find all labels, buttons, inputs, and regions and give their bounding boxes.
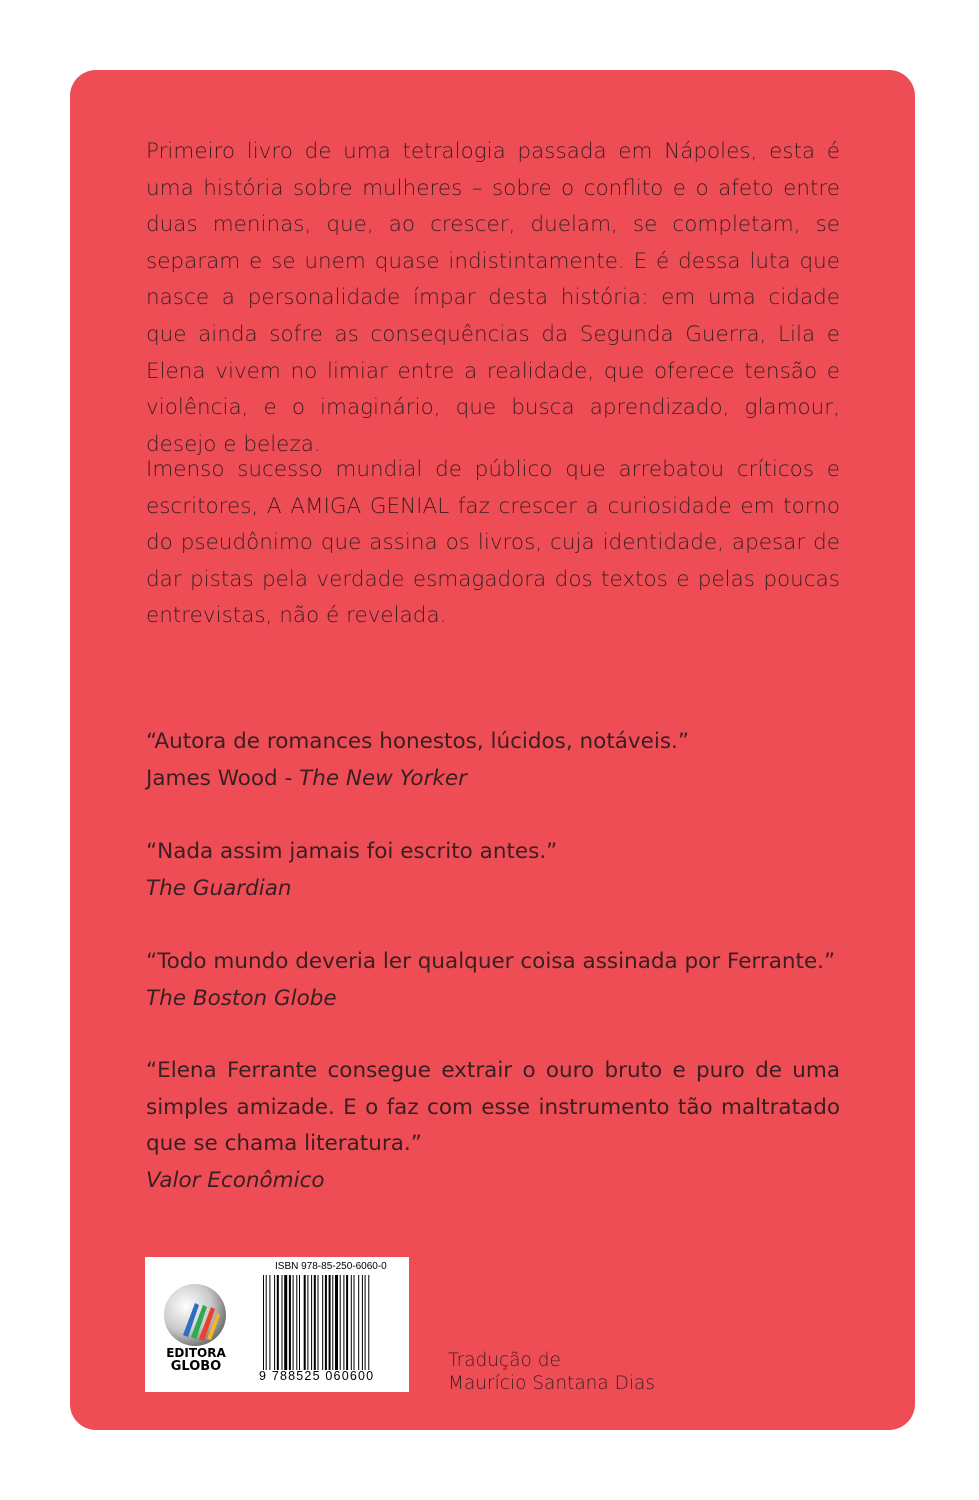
quote-source (146, 761, 846, 798)
logo-line2: GLOBO (170, 1359, 222, 1372)
barcode-number: 9 788525 060600 (259, 1369, 375, 1383)
quote-text: “Elena Ferrante consegue extrair o ouro bruto e puro de uma simples amizade. E o faz com esse instrumento tão maltratado que se chama literatura.” (146, 1058, 840, 1157)
translator-name: Maurício Santana Dias (448, 1373, 655, 1394)
quote-source (146, 981, 846, 1018)
barcode (263, 1275, 403, 1370)
editora-globo-logo (161, 1277, 231, 1372)
quote-author: James Wood - (146, 765, 300, 791)
logo-line1: EDITORA (166, 1346, 226, 1360)
review-quote (146, 724, 846, 797)
credit-line1: Tradução de (448, 1350, 561, 1371)
quote-source (146, 1163, 846, 1200)
review-quote (146, 944, 846, 1017)
quote-publication: Valor Econômico (146, 1167, 325, 1193)
review-quote (146, 1053, 846, 1199)
back-cover (70, 70, 915, 1430)
synopsis-paragraph-1: Primeiro livro de uma tetralogia passada em Nápoles, esta é uma história sobre mulheres – sobre o conflito e o afeto entre duas meninas, que, ao crescer, duelam, se completam, se separam e se unem quase indistintamente. E é dessa luta que nasce a personalidade ímpar desta história: em uma cidade que ainda sofre as consequências da Segunda Guerra, Lila e Elena vivem no limiar entre a realidade, que oferece tensão e violência, e o imaginário, que busca aprendizado, glamour, desejo e beleza. (146, 139, 840, 457)
quote-source (146, 871, 846, 908)
quote-publication: The Guardian (146, 875, 292, 901)
quote-text: “Nada assim jamais foi escrito antes.” (146, 839, 558, 864)
quote-publication: The New Yorker (299, 765, 467, 791)
quote-text: “Autora de romances honestos, lúcidos, notáveis.” (146, 729, 690, 754)
isbn-label: ISBN 978-85-250-6060-0 (275, 1261, 387, 1272)
translation-credit (448, 1349, 655, 1395)
barcode-panel (145, 1257, 409, 1392)
quote-text: “Todo mundo deveria ler qualquer coisa assinada por Ferrante.” (146, 949, 836, 974)
review-quote (146, 834, 846, 907)
quote-publication: The Boston Globe (146, 985, 337, 1011)
synopsis-paragraph-2: Imenso sucesso mundial de público que arrebatou críticos e escritores, A AMIGA GENIAL faz crescer a curiosidade em torno do pseudônimo que assina os livros, cuja identidade, apesar de dar pistas pela verdade esmagadora dos textos e pelas poucas entrevistas, não é revelada. (146, 457, 840, 629)
